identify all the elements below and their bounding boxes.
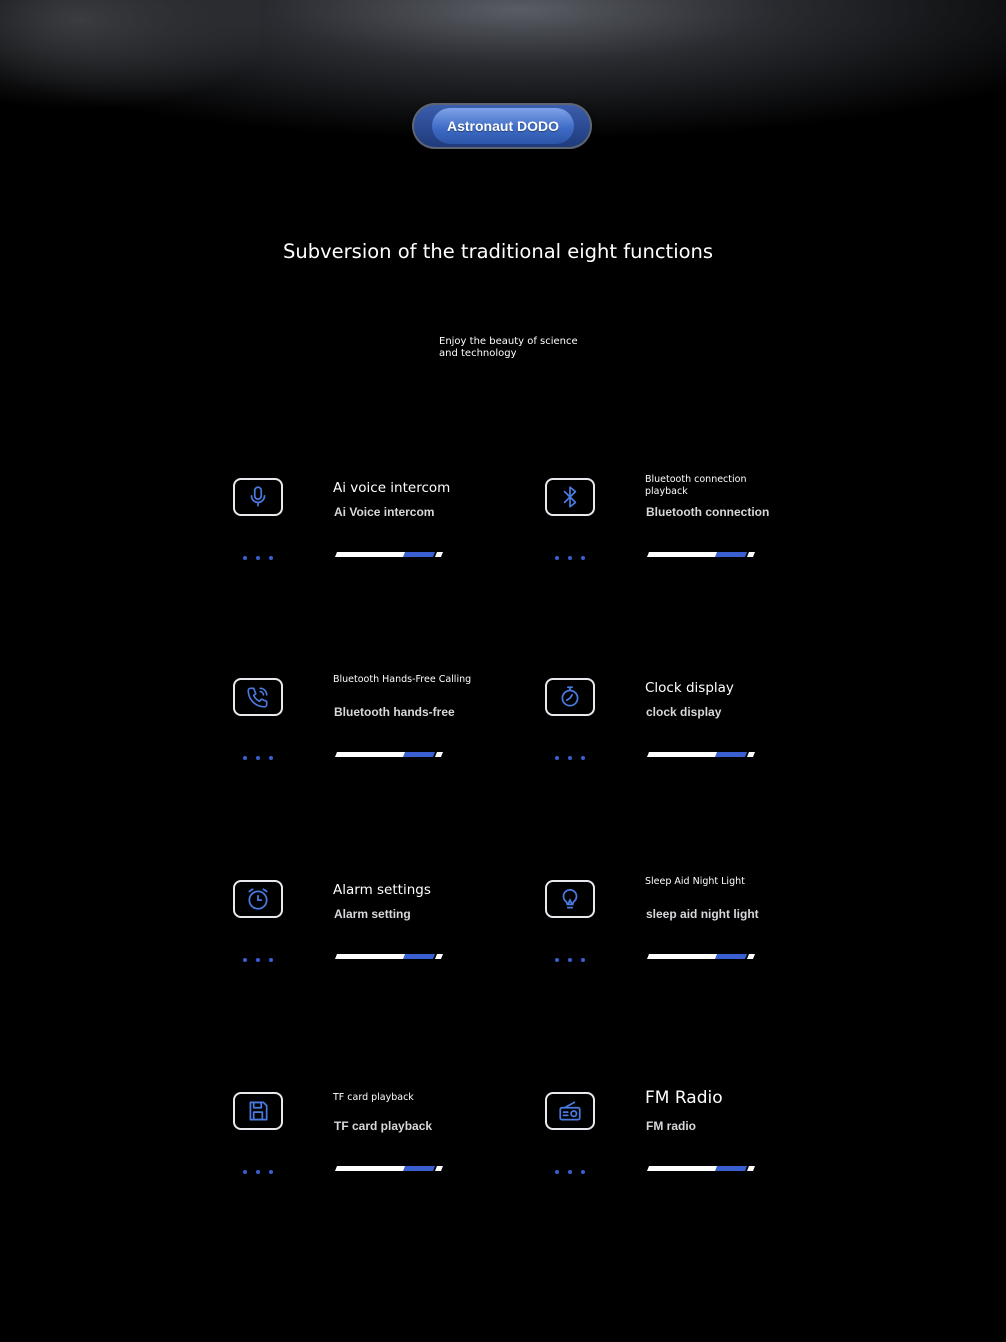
feature-title: Bluetooth Hands-Free Calling (333, 674, 472, 685)
feature-caption: sleep aid night light (646, 907, 759, 921)
alarm-clock-icon (245, 886, 271, 912)
brand-label: Astronaut DODO (432, 108, 574, 144)
feature-title: TF card playback (333, 1092, 414, 1103)
feature-fm-radio (545, 1088, 785, 1192)
page-headline: Subversion of the traditional eight functions (283, 240, 714, 263)
feature-caption: TF card playback (334, 1119, 433, 1133)
accent-bar (645, 752, 755, 757)
feature-title: Sleep Aid Night Light (645, 876, 745, 887)
pagination-dots (243, 1170, 273, 1174)
feature-tf-card-playback (233, 1092, 473, 1192)
clock-icon-box (545, 678, 595, 716)
microphone-icon (245, 484, 271, 510)
feature-bluetooth-playback (545, 474, 785, 578)
feature-hands-free-calling (233, 674, 473, 778)
pagination-dots (555, 1170, 585, 1174)
accent-bar (333, 1166, 443, 1171)
feature-clock-display (545, 678, 785, 778)
feature-caption: Ai Voice intercom (334, 505, 435, 519)
pagination-dots (555, 958, 585, 962)
feature-title: Ai voice intercom (333, 480, 451, 496)
accent-bar (333, 954, 443, 959)
accent-bar (333, 552, 443, 557)
phone-call-icon-box (233, 678, 283, 716)
bluetooth-icon (557, 484, 583, 510)
feature-caption: clock display (646, 705, 722, 719)
accent-bar (645, 954, 755, 959)
microphone-icon-box (233, 478, 283, 516)
accent-bar (645, 1166, 755, 1171)
feature-caption: Bluetooth hands-free (334, 705, 455, 719)
clock-icon (557, 684, 583, 710)
phone-call-icon (245, 684, 271, 710)
pagination-dots (243, 756, 273, 760)
pagination-dots (243, 958, 273, 962)
feature-title: Bluetooth connection playback (645, 474, 747, 497)
feature-caption: Alarm setting (334, 907, 411, 921)
light-bulb-icon-box (545, 880, 595, 918)
pagination-dots (555, 756, 585, 760)
top-glow-left (0, 0, 260, 120)
sd-card-icon-box (233, 1092, 283, 1130)
feature-title: FM Radio (645, 1088, 723, 1108)
page-subline: Enjoy the beauty of science and technology (439, 336, 578, 359)
feature-caption: Bluetooth connection (646, 505, 770, 519)
feature-title: Clock display (645, 680, 734, 696)
radio-icon-box (545, 1092, 595, 1130)
sd-card-icon (245, 1098, 271, 1124)
bluetooth-icon-box (545, 478, 595, 516)
feature-alarm-settings (233, 880, 473, 980)
feature-ai-voice-intercom (233, 478, 473, 578)
light-bulb-icon (557, 886, 583, 912)
feature-sleep-aid-night-light (545, 876, 785, 980)
pagination-dots (555, 556, 585, 560)
accent-bar (333, 752, 443, 757)
radio-icon (557, 1098, 583, 1124)
brand-pill (412, 103, 592, 149)
alarm-clock-icon-box (233, 880, 283, 918)
pagination-dots (243, 556, 273, 560)
feature-caption: FM radio (646, 1119, 696, 1133)
feature-title: Alarm settings (333, 882, 431, 898)
accent-bar (645, 552, 755, 557)
